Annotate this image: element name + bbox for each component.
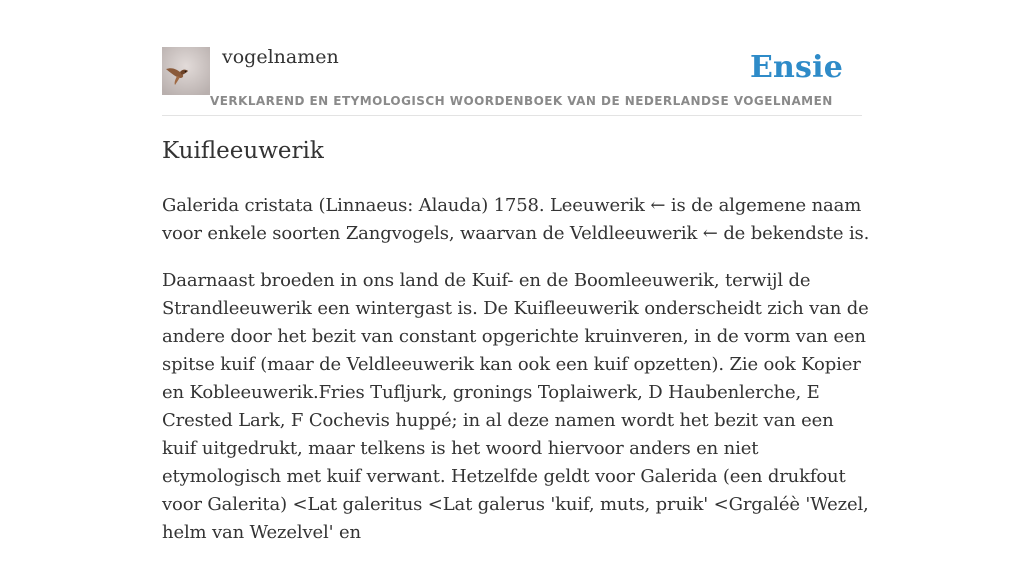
article-paragraph: Daarnaast broeden in ons land de Kuif- en de Boomleeuwerik, terwijl de Strandleeuwerik een wintergast is. De Kuifleeuwerik onderscheidt zich van de andere door het bezit van constant opgerichte kruinveren, in de vorm van een spitse kuif (maar de Veldleeuwerik kan ook een kuif opzetten). Zie ook Kopier en Kobleeuwerik.Fries Tufljurk, gronings Toplaiwerk, D Haubenlerche, E Crested Lark, F Cochevis huppé; in al deze namen wordt het bezit van een kuif uitgedrukt, maar telkens is het woord hiervoor anders en niet etymologisch met kuif verwant. Hetzelfde geldt voor Galerida (een drukfout voor Galerita) <Lat galeritus <Lat galerus 'kuif, muts, pruik' <Grgaléè 'Wezel, helm van Wezelvel' en [162,270,869,543]
site-name[interactable]: vogelnamen [222,46,339,68]
article-paragraph: Galerida cristata (Linnaeus: Alauda) 1758. Leeuwerik ← is de algemene naam voor enkele soorten Zangvogels, waarvan de Veldleeuwerik ← de bekendste is. [162,195,870,244]
bird-photo-icon [162,47,210,95]
avatar[interactable] [162,47,210,95]
header-divider [162,115,862,116]
ensie-logo[interactable]: Ensie [749,50,843,85]
site-tagline: VERKLAREND EN ETYMOLOGISCH WOORDENBOEK VAN DE NEDERLANDSE VOGELNAMEN [210,94,833,108]
article-body [162,192,872,566]
page-title: Kuifleeuwerik [162,138,324,164]
